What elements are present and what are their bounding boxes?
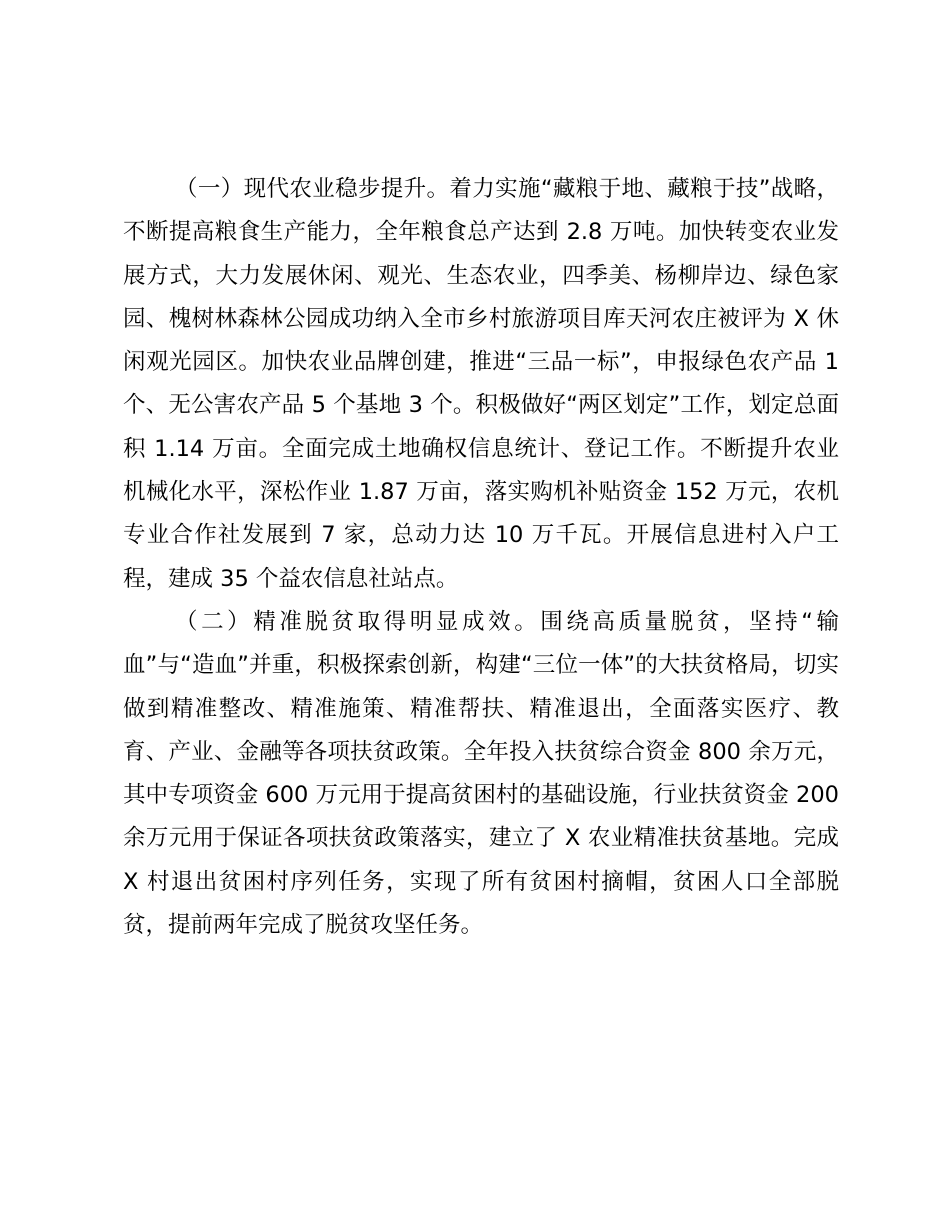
document-body [123,168,839,947]
paragraph-modern-agriculture: （一）现代农业稳步提升。着力实施“藏粮于地、藏粮于技”战略，不断提高粮食生产能力，全年粮食总产达到 2.8 万吨。加快转变农业发展方式，大力发展休闲、观光、生态农业，四季美、杨柳岸边、绿色家园、槐树林森林公园成功纳入全市乡村旅游项目库天河农庄被评为 X 休闲观光园区。加快农业品牌创建，推进“三品一标”，申报绿色农产品 1 个、无公害农产品 5 个基地 3 个。积极做好“两区划定”工作，划定总面积 1.14 万亩。全面完成土地确权信息统计、登记工作。不断提升农业机械化水平，深松作业 1.87 万亩，落实购机补贴资金 152 万元，农机专业合作社发展到 7 家，总动力达 10 万千瓦。开展信息进村入户工程，建成 35 个益农信息社站点。 [123,176,839,592]
paragraph-poverty-alleviation: （二）精准脱贫取得明显成效。围绕高质量脱贫，坚持“输血”与“造血”并重，积极探索创新，构建“三位一体”的大扶贫格局，切实做到精准整改、精准施策、精准帮扶、精准退出，全面落实医疗、教育、产业、金融等各项扶贫政策。全年投入扶贫综合资金 800 余万元，其中专项资金 600 万元用于提高贫困村的基础设施，行业扶贫资金 200 余万元用于保证各项扶贫政策落实，建立了 X 农业精准扶贫基地。完成 X 村退出贫困村序列任务，实现了所有贫困村摘帽，贫困人口全部脱贫，提前两年完成了脱贫攻坚任务。 [123,608,839,939]
